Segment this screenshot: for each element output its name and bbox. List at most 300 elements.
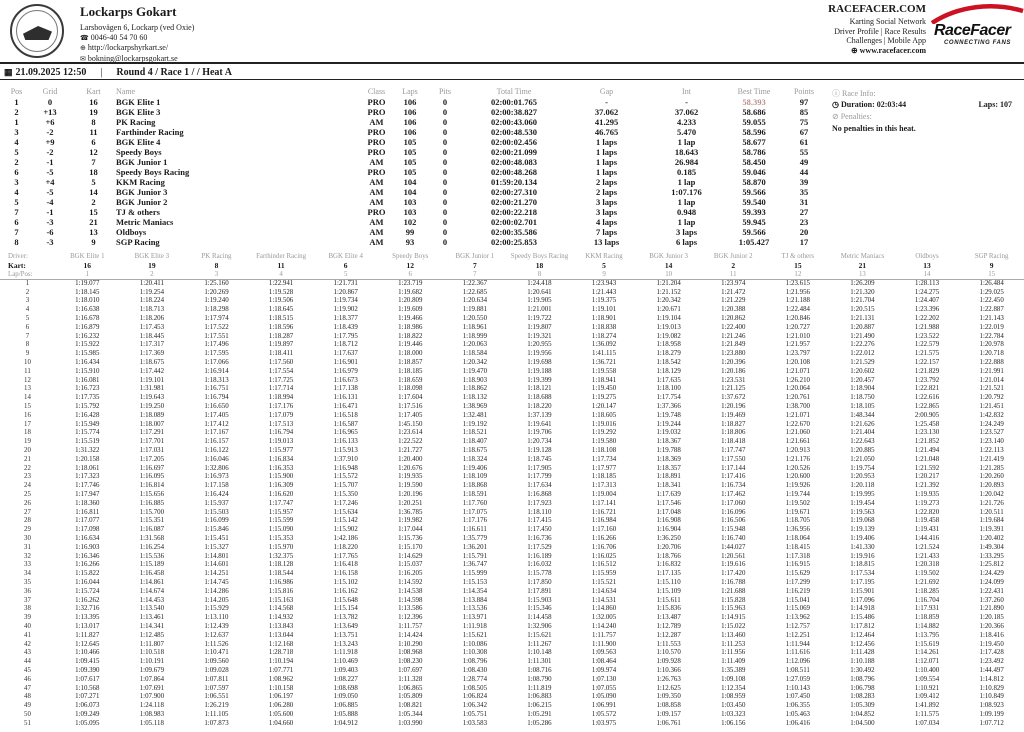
lap-time-cell: 1:17.746 xyxy=(75,482,100,490)
results-cell-points: 27 xyxy=(799,207,809,217)
lap-time-cell: 1:11.428 xyxy=(850,649,875,657)
lap-time-cell: 1:12.757 xyxy=(785,622,810,630)
lap-time-cell: 1:17.462 xyxy=(721,491,746,499)
lap-chart-kart-number: 21 xyxy=(858,261,867,270)
results-row xyxy=(4,97,824,107)
lap-chart-kart-label: Kart: xyxy=(8,261,26,270)
lap-time-cell: 1:21.143 xyxy=(979,315,1004,323)
results-cell-name: BGK Junior 2 xyxy=(116,197,168,207)
lap-time-cell: 1:16.044 xyxy=(75,578,100,586)
race-info-box xyxy=(832,88,1018,136)
lap-time-cell: 1:20.396 xyxy=(721,359,746,367)
lap-number: 41 xyxy=(24,631,31,639)
lap-row xyxy=(0,420,1024,429)
lap-time-cell: 1:11.918 xyxy=(333,649,358,657)
results-cell-total-time: 02:00:25.853 xyxy=(490,237,538,247)
lap-time-cell: 1:20.342 xyxy=(462,359,488,367)
lap-time-cell: 1:09.249 xyxy=(75,710,100,718)
lap-time-cell: 1:25.160 xyxy=(204,280,229,288)
lap-row xyxy=(0,323,1024,332)
lap-time-cell: 1:11.757 xyxy=(398,622,423,630)
lap-row xyxy=(0,631,1024,640)
lap-number: 14 xyxy=(24,394,31,402)
results-cell-total-time: 02:00:35.586 xyxy=(490,227,538,237)
results-cell-gap: 41.295 xyxy=(594,117,619,127)
lap-time-cell: 1:18.415 xyxy=(785,543,810,551)
lap-chart-kart-number: 16 xyxy=(83,261,92,270)
results-cell-kart: 14 xyxy=(89,187,98,197)
results-cell-best-time: 58.450 xyxy=(742,157,766,167)
lap-time-cell: 1:21.521 xyxy=(979,385,1004,393)
lap-time-cell: 1:17.313 xyxy=(591,482,617,490)
lap-time-cell: 1:15.170 xyxy=(398,543,423,551)
lap-time-cell: 1:15.774 xyxy=(75,429,100,437)
results-cell-pos: 4 xyxy=(14,187,19,197)
lap-time-cell: 1:17.450 xyxy=(527,526,552,534)
lap-time-cell: 1:27.059 xyxy=(785,675,810,683)
lap-time-cell: 1:16.309 xyxy=(268,482,294,490)
lap-row xyxy=(0,543,1024,552)
lap-time-cell: 1:15.069 xyxy=(785,605,810,613)
lap-time-cell: 1:20.457 xyxy=(850,376,875,384)
lap-time-cell: 1:17.595 xyxy=(204,350,229,358)
results-cell-gap: 7 laps xyxy=(595,227,618,237)
lap-chart-position: 6 xyxy=(378,270,443,279)
lap-time-cell: 1:15.621 xyxy=(462,631,488,639)
lap-number: 18 xyxy=(24,429,31,437)
lap-time-cell: 1:13.460 xyxy=(721,631,746,639)
lap-time-cell: 1:19.643 xyxy=(139,394,165,402)
lap-time-cell: 1:22.484 xyxy=(785,306,810,314)
lap-time-cell: 1:19.897 xyxy=(268,341,294,349)
lap-time-cell: 1:16.814 xyxy=(139,482,165,490)
race-duration: ◷ Duration: 02:03:44 xyxy=(832,100,907,109)
venue-email[interactable]: ✉ bokning@lockarpsgokart.se xyxy=(80,53,178,63)
results-cell-laps: 103 xyxy=(403,197,417,207)
race-laps-total: Laps: 107 xyxy=(978,100,1012,109)
lap-time-cell: 1:14.286 xyxy=(204,587,229,595)
lap-time-cell: 1:16.158 xyxy=(333,570,358,578)
lap-time-cell: 1:48.344 xyxy=(850,411,875,419)
lap-time-cell: 1:20.526 xyxy=(785,464,810,472)
results-cell-grid: +9 xyxy=(45,137,55,147)
results-cell-int: 37.062 xyxy=(674,107,699,117)
lap-time-cell: 1:16.219 xyxy=(785,587,810,595)
lap-row xyxy=(0,481,1024,490)
lap-time-cell: 1:14.592 xyxy=(398,578,423,586)
lap-time-cell: 1:23.527 xyxy=(979,429,1004,437)
lap-time-cell: 1:20.063 xyxy=(462,341,488,349)
lap-time-cell: 1:21.048 xyxy=(914,455,940,463)
results-cell-grid: -2 xyxy=(46,147,54,157)
lap-time-cell: 1:20.185 xyxy=(979,614,1004,622)
results-row xyxy=(4,207,824,217)
lap-time-cell: 1:19.454 xyxy=(850,499,875,507)
lap-time-cell: 1:08.796 xyxy=(850,675,875,683)
lap-time-cell: 1:07.034 xyxy=(914,719,940,727)
lap-time-cell: 1:09.412 xyxy=(914,693,940,701)
lap-time-cell: 1:44.497 xyxy=(979,666,1004,674)
lap-time-cell: 1:23.531 xyxy=(721,376,746,384)
lap-time-cell: 1:08.283 xyxy=(850,693,875,701)
lap-time-cell: 1:18.128 xyxy=(268,561,294,569)
lap-time-cell: 1:17.066 xyxy=(204,359,229,367)
lap-time-cell: 1:17.554 xyxy=(268,367,294,375)
lap-time-cell: 1:21.704 xyxy=(850,297,875,305)
lap-time-cell: 1:17.513 xyxy=(268,420,294,428)
lap-number: 19 xyxy=(24,438,31,446)
results-cell-class: AM xyxy=(369,197,384,207)
lap-time-cell: 1:16.266 xyxy=(75,561,100,569)
results-cell-name: Metric Maniacs xyxy=(116,217,174,227)
lap-time-cell: 1:18.999 xyxy=(462,332,488,340)
lap-time-cell: 1:08.511 xyxy=(785,666,810,674)
lap-time-cell: 1:19.470 xyxy=(462,367,488,375)
results-cell-int: 18.643 xyxy=(674,147,699,157)
lap-time-cell: 1:15.816 xyxy=(268,587,294,595)
results-cell-gap: - xyxy=(605,97,608,107)
lap-time-cell: 1:19.450 xyxy=(979,640,1004,648)
lap-time-cell: 1:22.367 xyxy=(462,280,488,288)
lap-time-cell: 1:18.857 xyxy=(398,359,423,367)
results-cell-best-time: 59.055 xyxy=(742,117,766,127)
results-cell-best-time: 58.786 xyxy=(742,147,766,157)
lap-time-cell: 1:09.403 xyxy=(333,666,358,674)
lap-time-cell: 1:04.852 xyxy=(850,710,875,718)
lap-time-cell: 1:18.220 xyxy=(333,543,358,551)
lap-time-cell: 1:10.466 xyxy=(75,649,100,657)
lap-chart-body xyxy=(0,279,1024,728)
lap-number: 36 xyxy=(24,587,31,595)
results-cell-class: AM xyxy=(369,177,384,187)
results-col-class: Class xyxy=(367,86,386,96)
lap-time-cell: 1:19.641 xyxy=(527,420,552,428)
results-cell-laps: 106 xyxy=(403,107,417,117)
lap-time-cell: 1:19.399 xyxy=(527,376,552,384)
lap-time-cell: 1:22.616 xyxy=(914,394,940,402)
lap-number: 12 xyxy=(24,376,31,384)
lap-time-cell: 1:16.087 xyxy=(139,526,165,534)
lap-time-cell: 1:18.089 xyxy=(139,411,165,419)
lap-time-cell: 1:18.901 xyxy=(591,315,617,323)
results-cell-points: 67 xyxy=(799,127,809,137)
results-cell-name: BGK Junior 3 xyxy=(116,187,168,197)
lap-time-cell: 1:16.984 xyxy=(591,517,617,525)
lap-chart-kart-number: 11 xyxy=(277,261,285,270)
results-cell-gap: 1 laps xyxy=(595,157,618,167)
lap-time-cell: 1:13.649 xyxy=(333,622,358,630)
lap-time-cell: 1:18.129 xyxy=(656,367,681,375)
results-cell-kart: 12 xyxy=(89,147,98,157)
lap-time-cell: 1:12.645 xyxy=(75,640,100,648)
lap-time-cell: 1:21.071 xyxy=(785,411,810,419)
lap-time-cell: 1:18.377 xyxy=(333,315,358,323)
lap-chart-kart-number: 8 xyxy=(214,261,219,270)
lap-time-cell: 1:14.205 xyxy=(204,596,229,604)
lap-time-cell: 1:17.141 xyxy=(591,499,617,507)
lap-time-cell: 1:16.157 xyxy=(204,438,229,446)
lap-row xyxy=(0,473,1024,482)
lap-time-cell: 1:38.969 xyxy=(462,403,488,411)
lap-time-cell: 1:16.232 xyxy=(75,332,100,340)
lap-time-cell: 1:41.330 xyxy=(850,543,875,551)
lap-time-cell: 1:18.961 xyxy=(462,323,488,331)
lap-time-cell: 1:23.880 xyxy=(721,350,746,358)
lap-time-cell: 1:19.032 xyxy=(656,429,681,437)
results-cell-pits: 0 xyxy=(442,157,448,167)
lap-time-cell: 1:05.118 xyxy=(139,719,164,727)
lap-time-cell: 1:29.025 xyxy=(979,288,1004,296)
lap-time-cell: 1:18.542 xyxy=(656,359,681,367)
lap-time-cell: 1:13.540 xyxy=(139,605,165,613)
lap-time-cell: 1:15.778 xyxy=(527,570,552,578)
lap-time-cell: 1:21.991 xyxy=(979,367,1004,375)
lap-time-cell: 1:10.191 xyxy=(139,658,165,666)
lap-time-cell: 1:14.861 xyxy=(139,578,165,586)
lap-time-cell: 1:14.918 xyxy=(850,605,875,613)
lap-time-cell: 1:32.906 xyxy=(527,622,552,630)
report-header xyxy=(0,0,1024,62)
lap-time-cell: 1:21.071 xyxy=(785,367,810,375)
lap-row xyxy=(0,367,1024,376)
lap-time-cell: 1:19.935 xyxy=(914,491,940,499)
lap-time-cell: 1:15.957 xyxy=(268,508,294,516)
lap-number: 49 xyxy=(24,702,31,710)
lap-time-cell: 1:16.740 xyxy=(721,535,746,542)
results-cell-pits: 0 xyxy=(442,107,448,117)
lap-time-cell: 1:16.794 xyxy=(204,394,229,402)
lap-time-cell: 1:19.431 xyxy=(914,526,940,534)
lap-time-cell: 1:11.267 xyxy=(527,640,552,648)
lap-time-cell: 1:17.529 xyxy=(527,543,552,551)
results-cell-class: AM xyxy=(369,217,384,227)
lap-time-cell: 1:19.391 xyxy=(979,526,1004,534)
lap-time-cell: 1:22.579 xyxy=(914,341,940,349)
lap-time-cell: 1:18.010 xyxy=(75,297,100,305)
lap-number: 1 xyxy=(25,280,30,288)
lap-time-cell: 1:18.324 xyxy=(462,455,488,463)
lap-time-cell: 1:21.661 xyxy=(785,438,810,446)
lap-time-cell: 1:21.433 xyxy=(914,552,940,560)
lap-time-cell: 1:17.176 xyxy=(268,403,294,411)
penalty-icon: ⊘ xyxy=(832,112,839,121)
lap-time-cell: 1:24.118 xyxy=(139,702,164,710)
lap-time-cell: 1:09.415 xyxy=(75,658,100,666)
lap-time-cell: 1:17.560 xyxy=(268,359,294,367)
lap-time-cell: 1:17.138 xyxy=(333,385,358,393)
lap-time-cell: 1:18.132 xyxy=(462,394,488,402)
lap-time-cell: 1:16.788 xyxy=(721,578,746,586)
lap-time-cell: 1:37.260 xyxy=(979,596,1004,604)
lap-time-cell: 1:13.962 xyxy=(785,614,810,622)
lap-time-cell: 1:16.122 xyxy=(204,447,229,455)
lap-time-cell: 1:12.625 xyxy=(656,684,681,692)
lap-time-cell: 1:17.974 xyxy=(204,315,229,323)
lap-time-cell: 1:03.990 xyxy=(398,719,423,727)
lap-time-cell: 1:17.639 xyxy=(656,491,681,499)
lap-time-cell: 1:18.515 xyxy=(268,315,294,323)
results-cell-gap: 2 laps xyxy=(595,187,618,197)
results-cell-grid: -1 xyxy=(46,207,54,217)
lap-time-cell: 1:20.388 xyxy=(721,306,746,314)
lap-number: 9 xyxy=(25,350,30,358)
lap-time-cell: 1:11.827 xyxy=(75,631,100,639)
results-col-name: Name xyxy=(116,86,136,96)
lap-time-cell: 1:12.456 xyxy=(850,640,875,648)
lap-time-cell: 1:09.199 xyxy=(979,710,1004,718)
info-icon: ⓘ xyxy=(832,89,840,98)
lap-time-cell: 1:06.073 xyxy=(75,702,100,710)
lap-time-cell: 1:12.396 xyxy=(398,614,423,622)
lap-chart-driver-name: Speedy Boys xyxy=(392,252,429,260)
lap-time-cell: 1:08.790 xyxy=(527,675,552,683)
lap-time-cell: 1:21.849 xyxy=(721,341,746,349)
lap-time-cell: 1:13.751 xyxy=(333,631,358,639)
lap-time-cell: 1:15.822 xyxy=(75,570,100,578)
lap-time-cell: 1:13.243 xyxy=(333,640,358,648)
lap-number: 39 xyxy=(24,614,31,622)
lap-time-cell: 1:16.706 xyxy=(591,543,617,551)
lap-time-cell: 1:19.926 xyxy=(785,482,810,490)
lap-time-cell: 1:20.550 xyxy=(462,315,488,323)
lap-row xyxy=(0,385,1024,394)
lap-time-cell: 1:24.275 xyxy=(914,288,940,296)
lap-time-cell: 1:21.575 xyxy=(914,350,940,358)
lap-time-cell: 1:22.400 xyxy=(721,323,746,331)
lap-time-cell: 1:11.575 xyxy=(914,710,940,718)
lap-time-cell: 1:15.736 xyxy=(398,535,423,542)
lap-time-cell: 1:15.486 xyxy=(850,614,875,622)
lap-time-cell: 1:07.712 xyxy=(979,719,1004,727)
lap-time-cell: 1:17.725 xyxy=(268,376,294,384)
lap-time-cell: 1:21.392 xyxy=(914,482,940,490)
results-col-pos: Pos xyxy=(10,86,23,96)
lap-time-cell: 1:09.679 xyxy=(139,666,165,674)
lap-time-cell: 1:33.295 xyxy=(979,552,1004,560)
lap-time-cell: 1:10.400 xyxy=(914,666,940,674)
lap-chart-driver-name: Farthinder Racing xyxy=(256,252,307,260)
lap-chart-position: 12 xyxy=(766,270,831,279)
lap-chart-driver-name: KKM Racing xyxy=(585,252,623,260)
lap-time-cell: 1:36.956 xyxy=(785,526,810,534)
lap-time-cell: 1:19.188 xyxy=(527,367,552,375)
results-row xyxy=(4,217,824,227)
lap-time-cell: 1:28.774 xyxy=(462,675,488,683)
lap-time-cell: 1:12.637 xyxy=(204,631,229,639)
lap-time-cell: 1:18.605 xyxy=(591,411,617,419)
lap-time-cell: 1:17.323 xyxy=(75,473,100,481)
racefacer-tagline-2: Driver Profile | Race Results xyxy=(834,26,926,36)
lap-time-cell: 1:11.944 xyxy=(785,640,810,648)
lap-time-cell: 1:13.395 xyxy=(75,614,100,622)
lap-time-cell: 1:18.521 xyxy=(462,429,488,437)
lap-time-cell: 1:18.891 xyxy=(656,473,681,481)
lap-time-cell: 1:09.028 xyxy=(204,666,229,674)
race-meta-bar xyxy=(0,62,1024,80)
venue-address: Larsbovägen 6, Lockarp (ved Oxie) xyxy=(80,23,195,32)
lap-time-cell: 1:20.887 xyxy=(850,323,875,331)
lap-time-cell: 1:19.375 xyxy=(591,297,617,305)
results-cell-laps: 105 xyxy=(403,137,417,147)
lap-time-cell: 1:17.048 xyxy=(656,508,681,516)
lap-time-cell: 1:17.098 xyxy=(75,526,100,534)
results-cell-int: 26.984 xyxy=(674,157,699,167)
lap-time-cell: 1:15.353 xyxy=(268,535,294,542)
lap-time-cell: 1:15.350 xyxy=(333,491,358,499)
lap-time-cell: 1:21.592 xyxy=(914,464,940,472)
lap-time-cell: 1:04.660 xyxy=(268,719,294,727)
lap-time-cell: 1:19.590 xyxy=(398,482,423,490)
lap-time-cell: 1:10.921 xyxy=(914,684,940,692)
lap-row xyxy=(0,604,1024,613)
lap-time-cell: 1:17.635 xyxy=(656,376,681,384)
lap-time-cell: 1:19.698 xyxy=(527,359,552,367)
lap-time-cell: 1:19.982 xyxy=(398,517,423,525)
lap-row xyxy=(0,692,1024,701)
venue-website[interactable]: ⊕ http://lockarpshyrkart.se/ xyxy=(80,43,169,52)
results-cell-laps: 103 xyxy=(403,207,417,217)
lap-chart-position: 5 xyxy=(313,270,378,279)
lap-time-cell: 1:18.584 xyxy=(462,350,488,358)
results-cell-grid: -5 xyxy=(46,167,54,177)
globe-icon: ⊕ xyxy=(850,45,858,55)
venue-phone: ☎ 0046-40 54 70 60 xyxy=(80,32,148,42)
lap-time-cell: 1:11.328 xyxy=(398,675,423,683)
lap-time-cell: 1:06.355 xyxy=(785,702,810,710)
lap-time-cell: 1:12.071 xyxy=(914,658,940,666)
lap-time-cell: 1:24.429 xyxy=(979,570,1004,578)
lap-time-cell: 1:09.554 xyxy=(914,675,940,683)
lap-time-cell: 1:16.811 xyxy=(75,508,100,516)
lap-time-cell: 1:19.275 xyxy=(591,394,617,402)
lap-time-cell: 1:16.986 xyxy=(268,578,294,586)
results-cell-points: 31 xyxy=(799,197,809,207)
lap-time-cell: 1:36.201 xyxy=(462,543,488,551)
results-cell-pits: 0 xyxy=(442,187,448,197)
results-cell-pos: 1 xyxy=(14,97,19,107)
lap-time-cell: 1:19.935 xyxy=(398,473,423,481)
lap-time-cell: 1:20.561 xyxy=(721,552,746,560)
lap-time-cell: 1:09.350 xyxy=(656,693,681,701)
results-cell-name: BGK Elite 4 xyxy=(116,137,161,147)
results-cell-pits: 0 xyxy=(442,217,448,227)
lap-time-cell: 1:44.416 xyxy=(914,535,940,542)
lap-time-cell: 1:15.900 xyxy=(268,473,294,481)
lap-chart-driver-name: BGK Elite 3 xyxy=(134,252,170,260)
lap-time-cell: 1:20.718 xyxy=(979,350,1004,358)
lap-time-cell: 1:05.809 xyxy=(398,693,423,701)
lap-time-cell: 1:07.691 xyxy=(139,684,165,692)
lap-chart-kart-number: 7 xyxy=(472,261,477,270)
lap-time-cell: 1:22.821 xyxy=(914,385,940,393)
racefacer-url[interactable]: ⊕ www.racefacer.com xyxy=(850,45,926,55)
results-cell-grid: +6 xyxy=(45,117,55,127)
lap-time-cell: 1:18.439 xyxy=(333,323,358,331)
lap-time-cell: 1:14.882 xyxy=(914,622,940,630)
lap-time-cell: 1:13.461 xyxy=(139,614,165,622)
results-cell-gap: 3 laps xyxy=(595,197,618,207)
lap-time-cell: 1:16.424 xyxy=(204,491,229,499)
lap-time-cell: 1:22.113 xyxy=(979,447,1004,455)
lap-number: 33 xyxy=(24,561,31,569)
lap-time-cell: 1:18.108 xyxy=(591,447,617,455)
lap-time-cell: 1:11.105 xyxy=(204,710,229,718)
lap-chart-position: 2 xyxy=(120,270,185,279)
lap-row xyxy=(0,578,1024,587)
lap-time-cell: 1:17.453 xyxy=(139,323,165,331)
lap-time-cell: 1:06.215 xyxy=(527,702,552,710)
lap-time-cell: 1:18.645 xyxy=(268,306,294,314)
